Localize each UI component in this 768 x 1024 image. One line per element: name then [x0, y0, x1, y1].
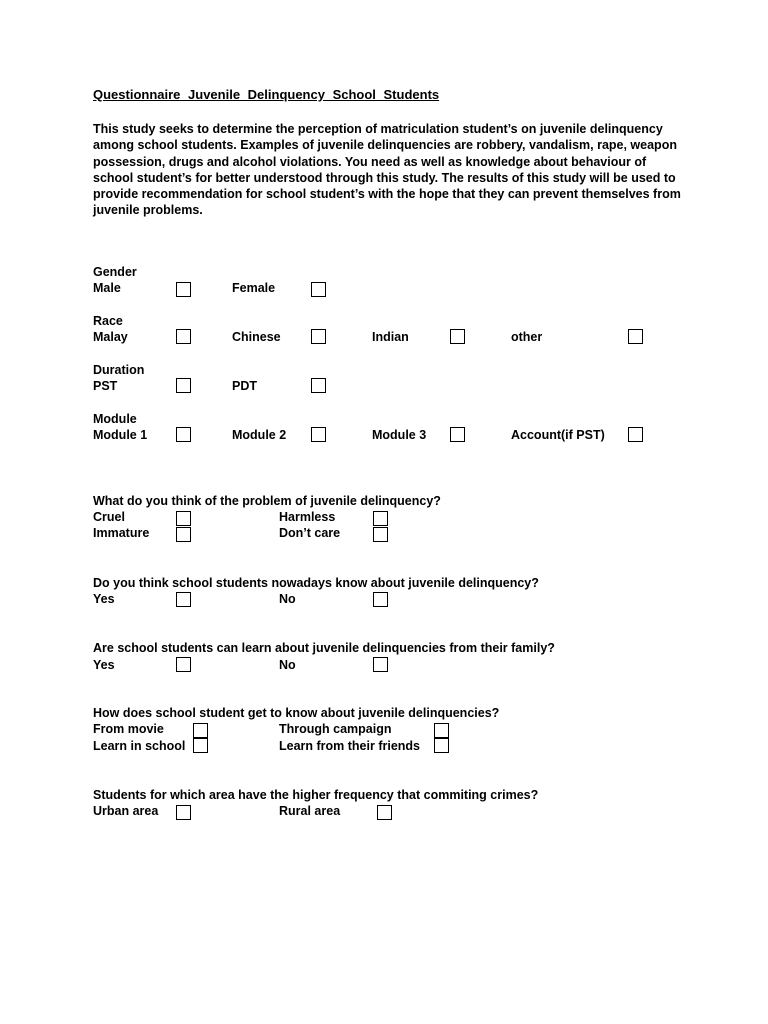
q5-urban-checkbox[interactable]: [176, 805, 191, 820]
race-option-indian-label: Indian: [372, 330, 409, 344]
q5-option-rural-label: Rural area: [279, 804, 341, 818]
module-2-checkbox[interactable]: [311, 427, 326, 442]
question-2-text: Do you think school students nowadays know about juvenile delinquency?: [93, 576, 539, 590]
q5-option-urban-label: Urban area: [93, 804, 159, 818]
duration-option-pst-label: PST: [93, 379, 118, 393]
module-option-1-label: Module 1: [93, 428, 148, 442]
q4-option-from-movie-label: From movie: [93, 722, 164, 736]
q4-option-learn-in-school-label: Learn in school: [93, 739, 186, 753]
question-1-text: What do you think of the problem of juvenile delinquency?: [93, 494, 441, 508]
module-1-checkbox[interactable]: [176, 427, 191, 442]
gender-male-checkbox[interactable]: [176, 282, 191, 297]
gender-option-female-label: Female: [232, 281, 276, 295]
module-option-account-label: Account(if PST): [511, 428, 605, 442]
race-chinese-checkbox[interactable]: [311, 329, 326, 344]
race-malay-checkbox[interactable]: [176, 329, 191, 344]
q3-yes-checkbox[interactable]: [176, 657, 191, 672]
document-title: Questionnaire Juvenile Delinquency School Students: [93, 87, 440, 102]
race-option-other-label: other: [511, 330, 543, 344]
module-3-checkbox[interactable]: [450, 427, 465, 442]
race-other-checkbox[interactable]: [628, 329, 643, 344]
gender-female-checkbox[interactable]: [311, 282, 326, 297]
question-3-text: Are school students can learn about juvenile delinquencies from their family?: [93, 641, 555, 655]
duration-pst-checkbox[interactable]: [176, 378, 191, 393]
q2-option-no-label: No: [279, 592, 296, 606]
q5-rural-checkbox[interactable]: [377, 805, 392, 820]
q4-option-through-campaign-label: Through campaign: [279, 722, 392, 736]
q4-learn-from-friends-checkbox[interactable]: [434, 738, 449, 753]
duration-heading: Duration: [93, 363, 145, 377]
q2-option-yes-label: Yes: [93, 592, 115, 606]
module-option-2-label: Module 2: [232, 428, 287, 442]
module-option-3-label: Module 3: [372, 428, 427, 442]
gender-option-male-label: Male: [93, 281, 121, 295]
module-account-checkbox[interactable]: [628, 427, 643, 442]
q1-cruel-checkbox[interactable]: [176, 511, 191, 526]
duration-pdt-checkbox[interactable]: [311, 378, 326, 393]
question-5-text: Students for which area have the higher frequency that commiting crimes?: [93, 788, 539, 802]
q2-yes-checkbox[interactable]: [176, 592, 191, 607]
q1-harmless-checkbox[interactable]: [373, 511, 388, 526]
duration-option-pdt-label: PDT: [232, 379, 257, 393]
q4-through-campaign-checkbox[interactable]: [434, 723, 449, 738]
q4-option-learn-from-friends-label: Learn from their friends: [279, 739, 420, 753]
intro-paragraph: This study seeks to determine the perception of matriculation student’s on juvenile delinquency among school students. Examples of juvenile delinquencies are robbery, vandalism, rape, weapon possession, drugs and alcohol violations. You need as well as knowledge about behaviour of school student’s for better understood through this study. The results of this study will be used to provide recommendation for school student’s with the hope that they can prevent themselves from juvenile problems.: [93, 122, 681, 218]
q1-option-cruel-label: Cruel: [93, 510, 125, 524]
q1-dont-care-checkbox[interactable]: [373, 527, 388, 542]
race-heading: Race: [93, 314, 123, 328]
q3-no-checkbox[interactable]: [373, 657, 388, 672]
q1-immature-checkbox[interactable]: [176, 527, 191, 542]
race-indian-checkbox[interactable]: [450, 329, 465, 344]
q4-learn-in-school-checkbox[interactable]: [193, 738, 208, 753]
race-option-malay-label: Malay: [93, 330, 128, 344]
question-4-text: How does school student get to know about juvenile delinquencies?: [93, 706, 500, 720]
q1-option-immature-label: Immature: [93, 526, 150, 540]
q1-option-dont-care-label: Don’t care: [279, 526, 341, 540]
q2-no-checkbox[interactable]: [373, 592, 388, 607]
q4-from-movie-checkbox[interactable]: [193, 723, 208, 738]
q3-option-yes-label: Yes: [93, 658, 115, 672]
gender-heading: Gender: [93, 265, 137, 279]
q3-option-no-label: No: [279, 658, 296, 672]
module-heading: Module: [93, 412, 137, 426]
q1-option-harmless-label: Harmless: [279, 510, 336, 524]
race-option-chinese-label: Chinese: [232, 330, 281, 344]
